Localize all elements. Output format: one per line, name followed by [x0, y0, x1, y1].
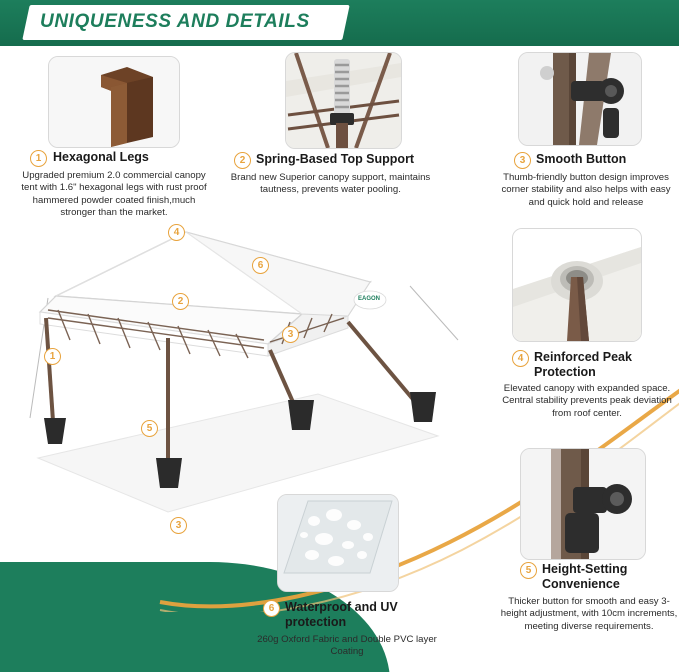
canopy-tent-illustration — [18, 222, 478, 522]
feature-body-4: Elevated canopy with expanded space. Central stability prevents peak deviation from roof center. — [502, 383, 672, 419]
feature-body-3: Thumb-friendly button design improves corner stability and also helps with easy and quick hold and release — [501, 172, 671, 208]
feature-badge-3: 3 — [514, 152, 531, 169]
hexagonal-leg-photo — [48, 56, 180, 148]
smooth-button-photo — [518, 52, 642, 146]
height-setting-photo — [520, 448, 646, 560]
feature-badge-2: 2 — [234, 152, 251, 169]
feature-badge-1: 1 — [30, 150, 47, 167]
feature-body-1: Upgraded premium 2.0 commercial canopy tent with 1.6" hexagonal legs with rust proof hammered powder coated finish,much stronger than the market. — [21, 170, 207, 219]
feature-badge-5: 5 — [520, 562, 537, 579]
canopy-marker-2: 2 — [172, 293, 189, 310]
feature-title-1: Hexagonal Legs — [53, 150, 149, 164]
feature-title-2: Spring-Based Top Support — [256, 152, 415, 166]
feature-body-6: 260g Oxford Fabric and Double PVC layer Coating — [257, 634, 437, 658]
canopy-marker-4: 4 — [168, 224, 185, 241]
canopy-marker-3b: 3 — [282, 326, 299, 343]
page-title: UNIQUENESS AND DETAILS — [40, 11, 310, 32]
reinforced-peak-photo — [512, 228, 642, 342]
feature-body-5: Thicker button for smooth and easy 3-height adjustment, with 10cm increments, meeting diverse requirements. — [500, 596, 678, 632]
canopy-logo-text: EAGON — [358, 296, 381, 302]
canopy-marker-6: 6 — [252, 257, 269, 274]
canopy-marker-3: 3 — [170, 517, 187, 534]
feature-body-2: Brand new Superior canopy support, maintains tautness, prevents water pooling. — [230, 172, 431, 196]
feature-title-6: Waterproof and UV protection — [285, 600, 398, 629]
canopy-marker-1: 1 — [44, 348, 61, 365]
spring-top-support-photo — [285, 52, 402, 149]
feature-title-4: Reinforced Peak Protection — [534, 350, 632, 379]
canopy-marker-5: 5 — [141, 420, 158, 437]
feature-title-3: Smooth Button — [536, 152, 627, 166]
feature-badge-6: 6 — [263, 600, 280, 617]
feature-title-5: Height-Setting Convenience — [542, 562, 628, 591]
feature-badge-4: 4 — [512, 350, 529, 367]
